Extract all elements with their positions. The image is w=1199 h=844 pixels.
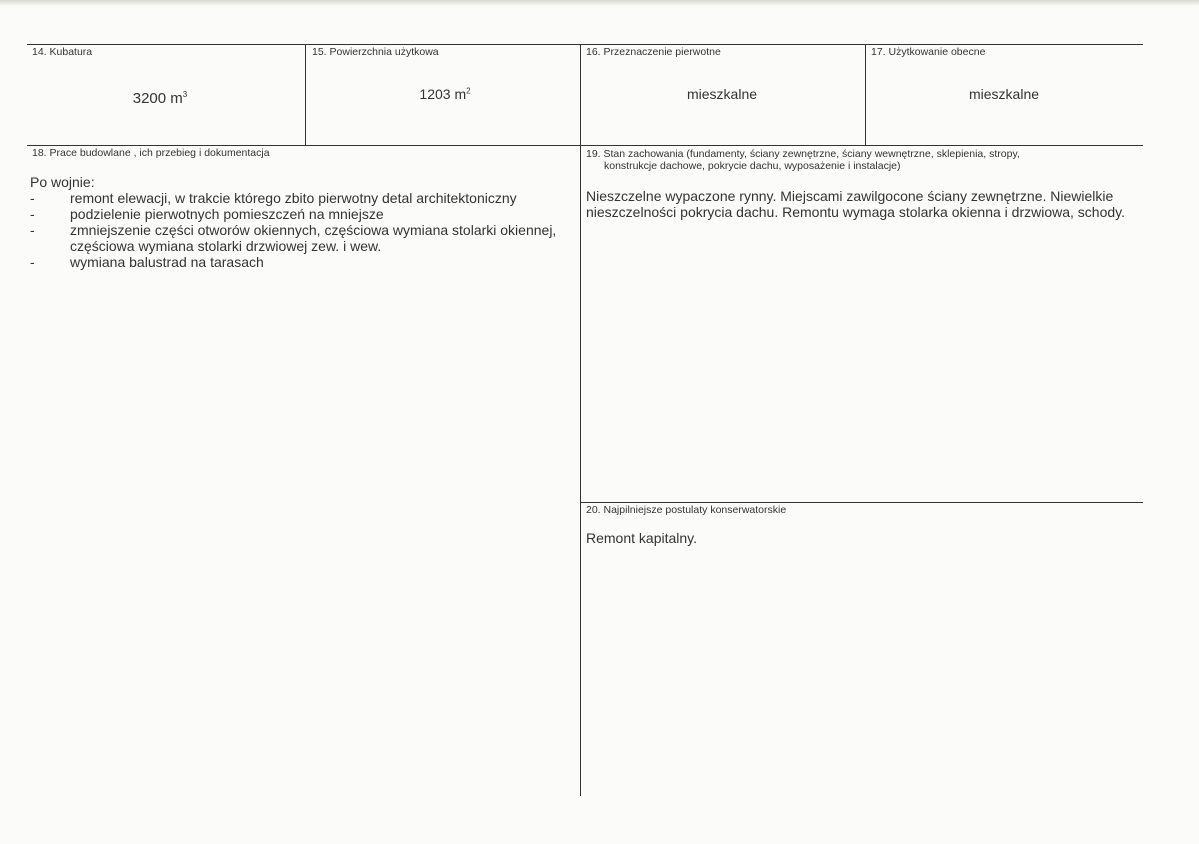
list-item-text: podzielenie pierwotnych pomieszczeń na mniejsze xyxy=(70,206,384,222)
field-18-list xyxy=(30,190,560,270)
divider-19-20 xyxy=(580,502,1143,503)
divider-14-15 xyxy=(305,44,306,145)
field-19-text: Nieszczelne wypaczone rynny. Miejscami zawilgocone ściany zewnętrzne. Niewielkie nieszczelności pokrycia dachu. Remontu wymaga stolarka okienna i drzwiowa, schody. xyxy=(586,188,1125,220)
row1-bottom-border xyxy=(27,145,1143,146)
field-17-label: 17. Użytkowanie obecne xyxy=(871,46,986,58)
divider-15-16 xyxy=(580,44,581,796)
list-dash: - xyxy=(30,254,35,270)
field-19-label-line1: 19. Stan zachowania (fundamenty, ściany zewnętrzne, ściany wewnętrzne, sklepienia, stropy, xyxy=(586,148,1020,160)
field-15-value xyxy=(385,86,505,102)
field-14-value xyxy=(100,90,220,107)
list-item xyxy=(30,190,560,206)
field-17-value: mieszkalne xyxy=(968,86,1040,102)
field-16-value: mieszkalne xyxy=(686,86,758,102)
field-20-label: 20. Najpilniejsze postulaty konserwatorskie xyxy=(586,504,787,516)
list-item xyxy=(30,206,560,222)
row1-top-border xyxy=(27,44,1143,45)
list-item xyxy=(30,222,560,254)
field-15-value-text: 1203 m xyxy=(419,86,467,102)
field-18-intro: Po wojnie: xyxy=(30,174,95,190)
field-15-unit-exponent: 2 xyxy=(466,86,471,96)
field-16-label: 16. Przeznaczenie pierwotne xyxy=(586,46,721,58)
field-15-label: 15. Powierzchnia użytkowa xyxy=(312,46,439,58)
divider-16-17 xyxy=(865,44,866,145)
field-20-text: Remont kapitalny. xyxy=(586,530,698,546)
list-item-text: remont elewacji, w trakcie którego zbito pierwotny detal architektoniczny xyxy=(70,190,517,206)
list-dash: - xyxy=(30,190,35,206)
field-14-value-text: 3200 m xyxy=(132,90,183,107)
list-item xyxy=(30,254,560,270)
list-dash: - xyxy=(30,222,35,238)
field-14-unit-exponent: 3 xyxy=(182,90,188,99)
field-14-label: 14. Kubatura xyxy=(32,46,93,58)
list-item-text: zmniejszenie części otworów okiennych, częściowa wymiana stolarki okiennej, częściowa wymiana stolarki drzwiowej zew. i wew. xyxy=(70,222,557,254)
field-19-label-line2: konstrukcje dachowe, pokrycie dachu, wyposażenie i instalacje) xyxy=(604,160,901,172)
list-dash: - xyxy=(30,206,35,222)
list-item-text: wymiana balustrad na tarasach xyxy=(70,254,264,270)
field-18-label: 18. Prace budowlane , ich przebieg i dokumentacja xyxy=(32,147,270,159)
